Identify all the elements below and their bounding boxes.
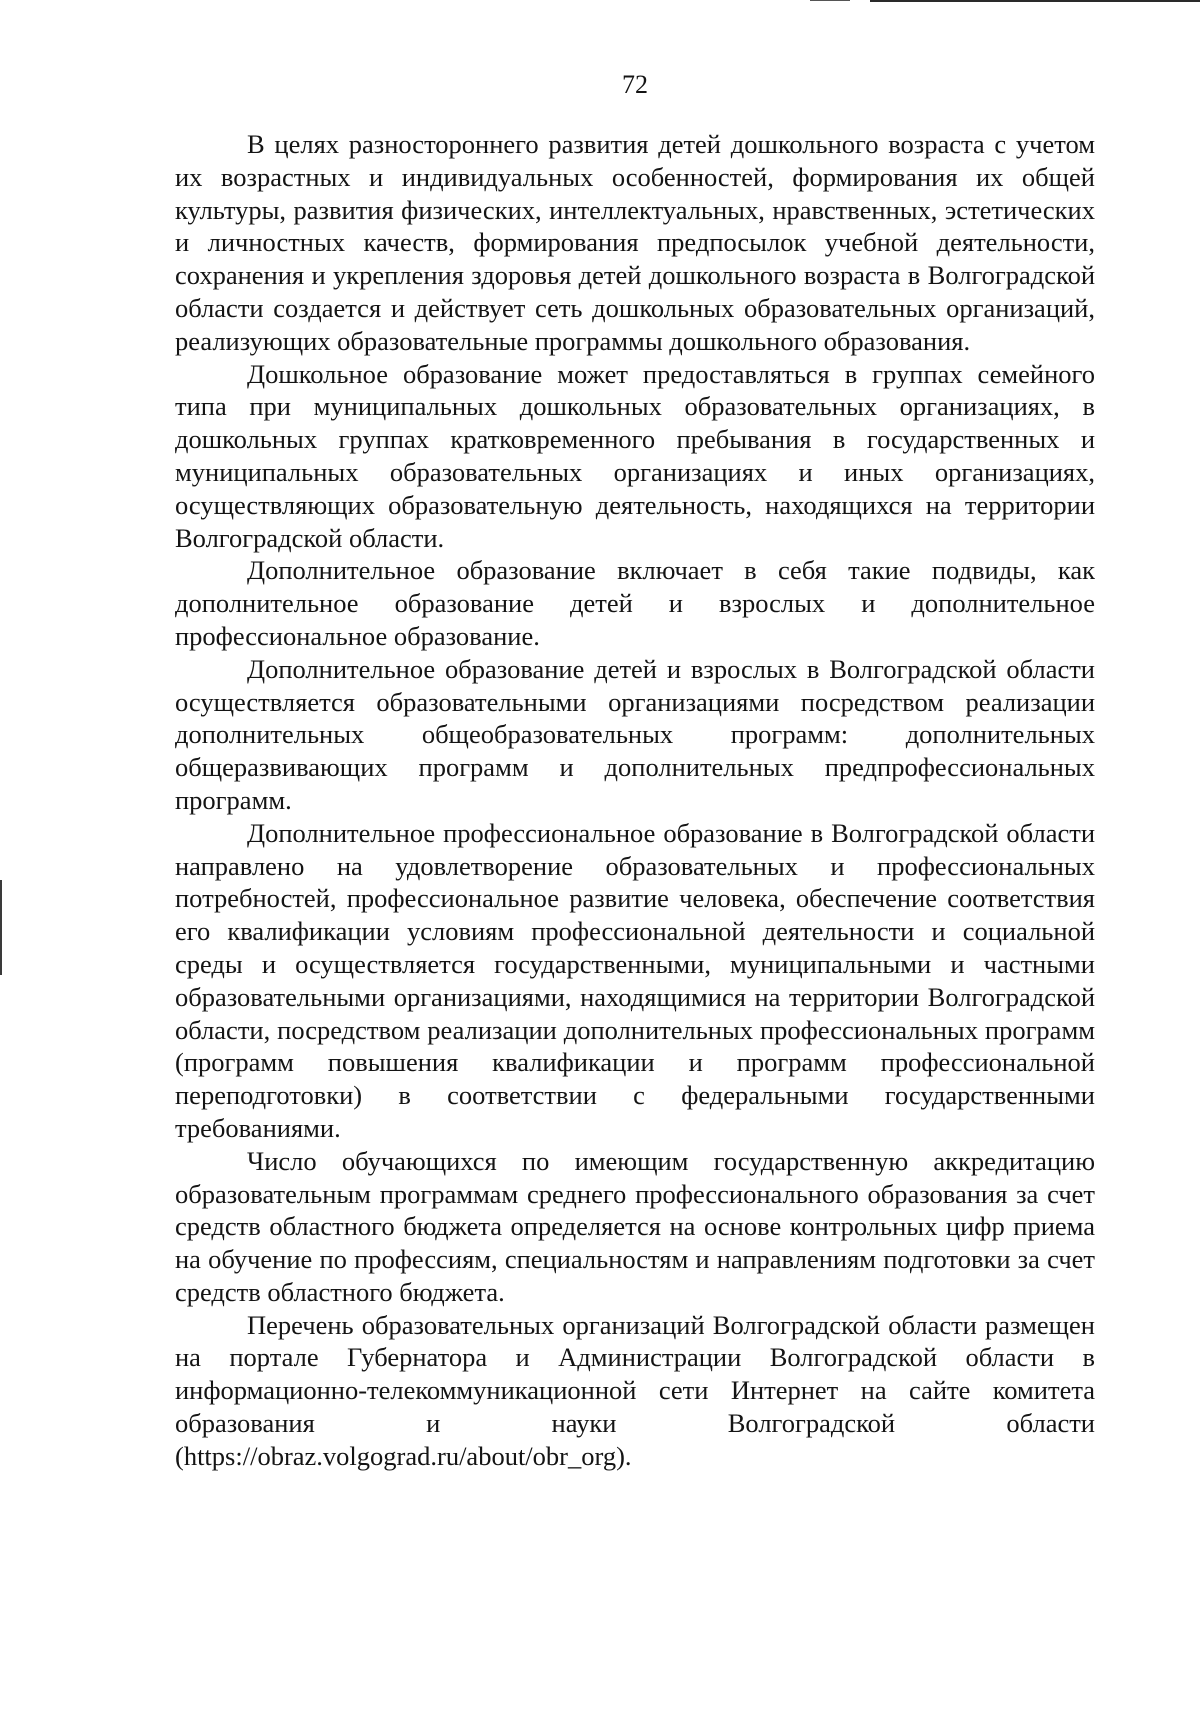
- scan-edge-mark: [810, 0, 850, 1]
- paragraph: Число обучающихся по имеющим государственную аккредитацию образовательным программам среднего профессионального образования за счет средств областного бюджета определяется на основе контрольных цифр приема на обучение по профессиям, специальностям и направлениям подготовки за счет средств областного бюджета.: [175, 1145, 1095, 1307]
- paragraph: Дошкольное образование может предоставляться в группах семейного типа при муниципальных дошкольных образовательных организациях, в дошкольных группах кратковременного пребывания в государственных и муниципальных образовательных организациях и иных организациях, осуществляющих образовательную деятельность, находящихся на территории Волгоградской области.: [175, 358, 1095, 553]
- paragraph: Дополнительное образование включает в себя такие подвиды, как дополнительное образование детей и взрослых и дополнительное профессиональное образование.: [175, 555, 1095, 651]
- paragraph: Дополнительное профессиональное образование в Волгоградской области направлено на удовлетворение образовательных и профессиональных потребностей, профессиональное развитие человека, обеспечение соответствия его квалификации условиям профессиональной деятельности и социальной среды и осуществляется государственными, муниципальными и частными образовательными организациями, находящимися на территории Волгоградской области, посредством реализации дополнительных профессиональных программ (программ повышения квалификации и программ профессиональной переподготовки) в соответствии с федеральными государственными требованиями.: [175, 817, 1095, 1143]
- scan-edge-mark: [0, 880, 2, 975]
- body-text: [175, 128, 1095, 1473]
- paragraph: В целях разностороннего развития детей дошкольного возраста с учетом их возрастных и индивидуальных особенностей, формирования их общей культуры, развития физических, интеллектуальных, нравственных, эстетических и личностных качеств, формирования предпосылок учебной деятельности, сохранения и укрепления здоровья детей дошкольного возраста в Волгоградской области создается и действует сеть дошкольных образовательных организаций, реализующих образовательные программы дошкольного образования.: [175, 129, 1095, 356]
- scan-edge-mark: [870, 0, 1200, 2]
- paragraph: Перечень образовательных организаций Волгоградской области размещен на портале Губернатора и Администрации Волгоградской области в информационно-телекоммуникационной сети Интернет на сайте комитета образования и науки Волгоградской области (https://obraz.volgograd.ru/about/obr_org).: [175, 1309, 1095, 1471]
- paragraph: Дополнительное образование детей и взрослых в Волгоградской области осуществляется образовательными организациями посредством реализации дополнительных общеобразовательных программ: дополнительных общеразвивающих программ и дополнительных предпрофессиональных программ.: [175, 653, 1095, 815]
- page-number: 72: [622, 70, 648, 99]
